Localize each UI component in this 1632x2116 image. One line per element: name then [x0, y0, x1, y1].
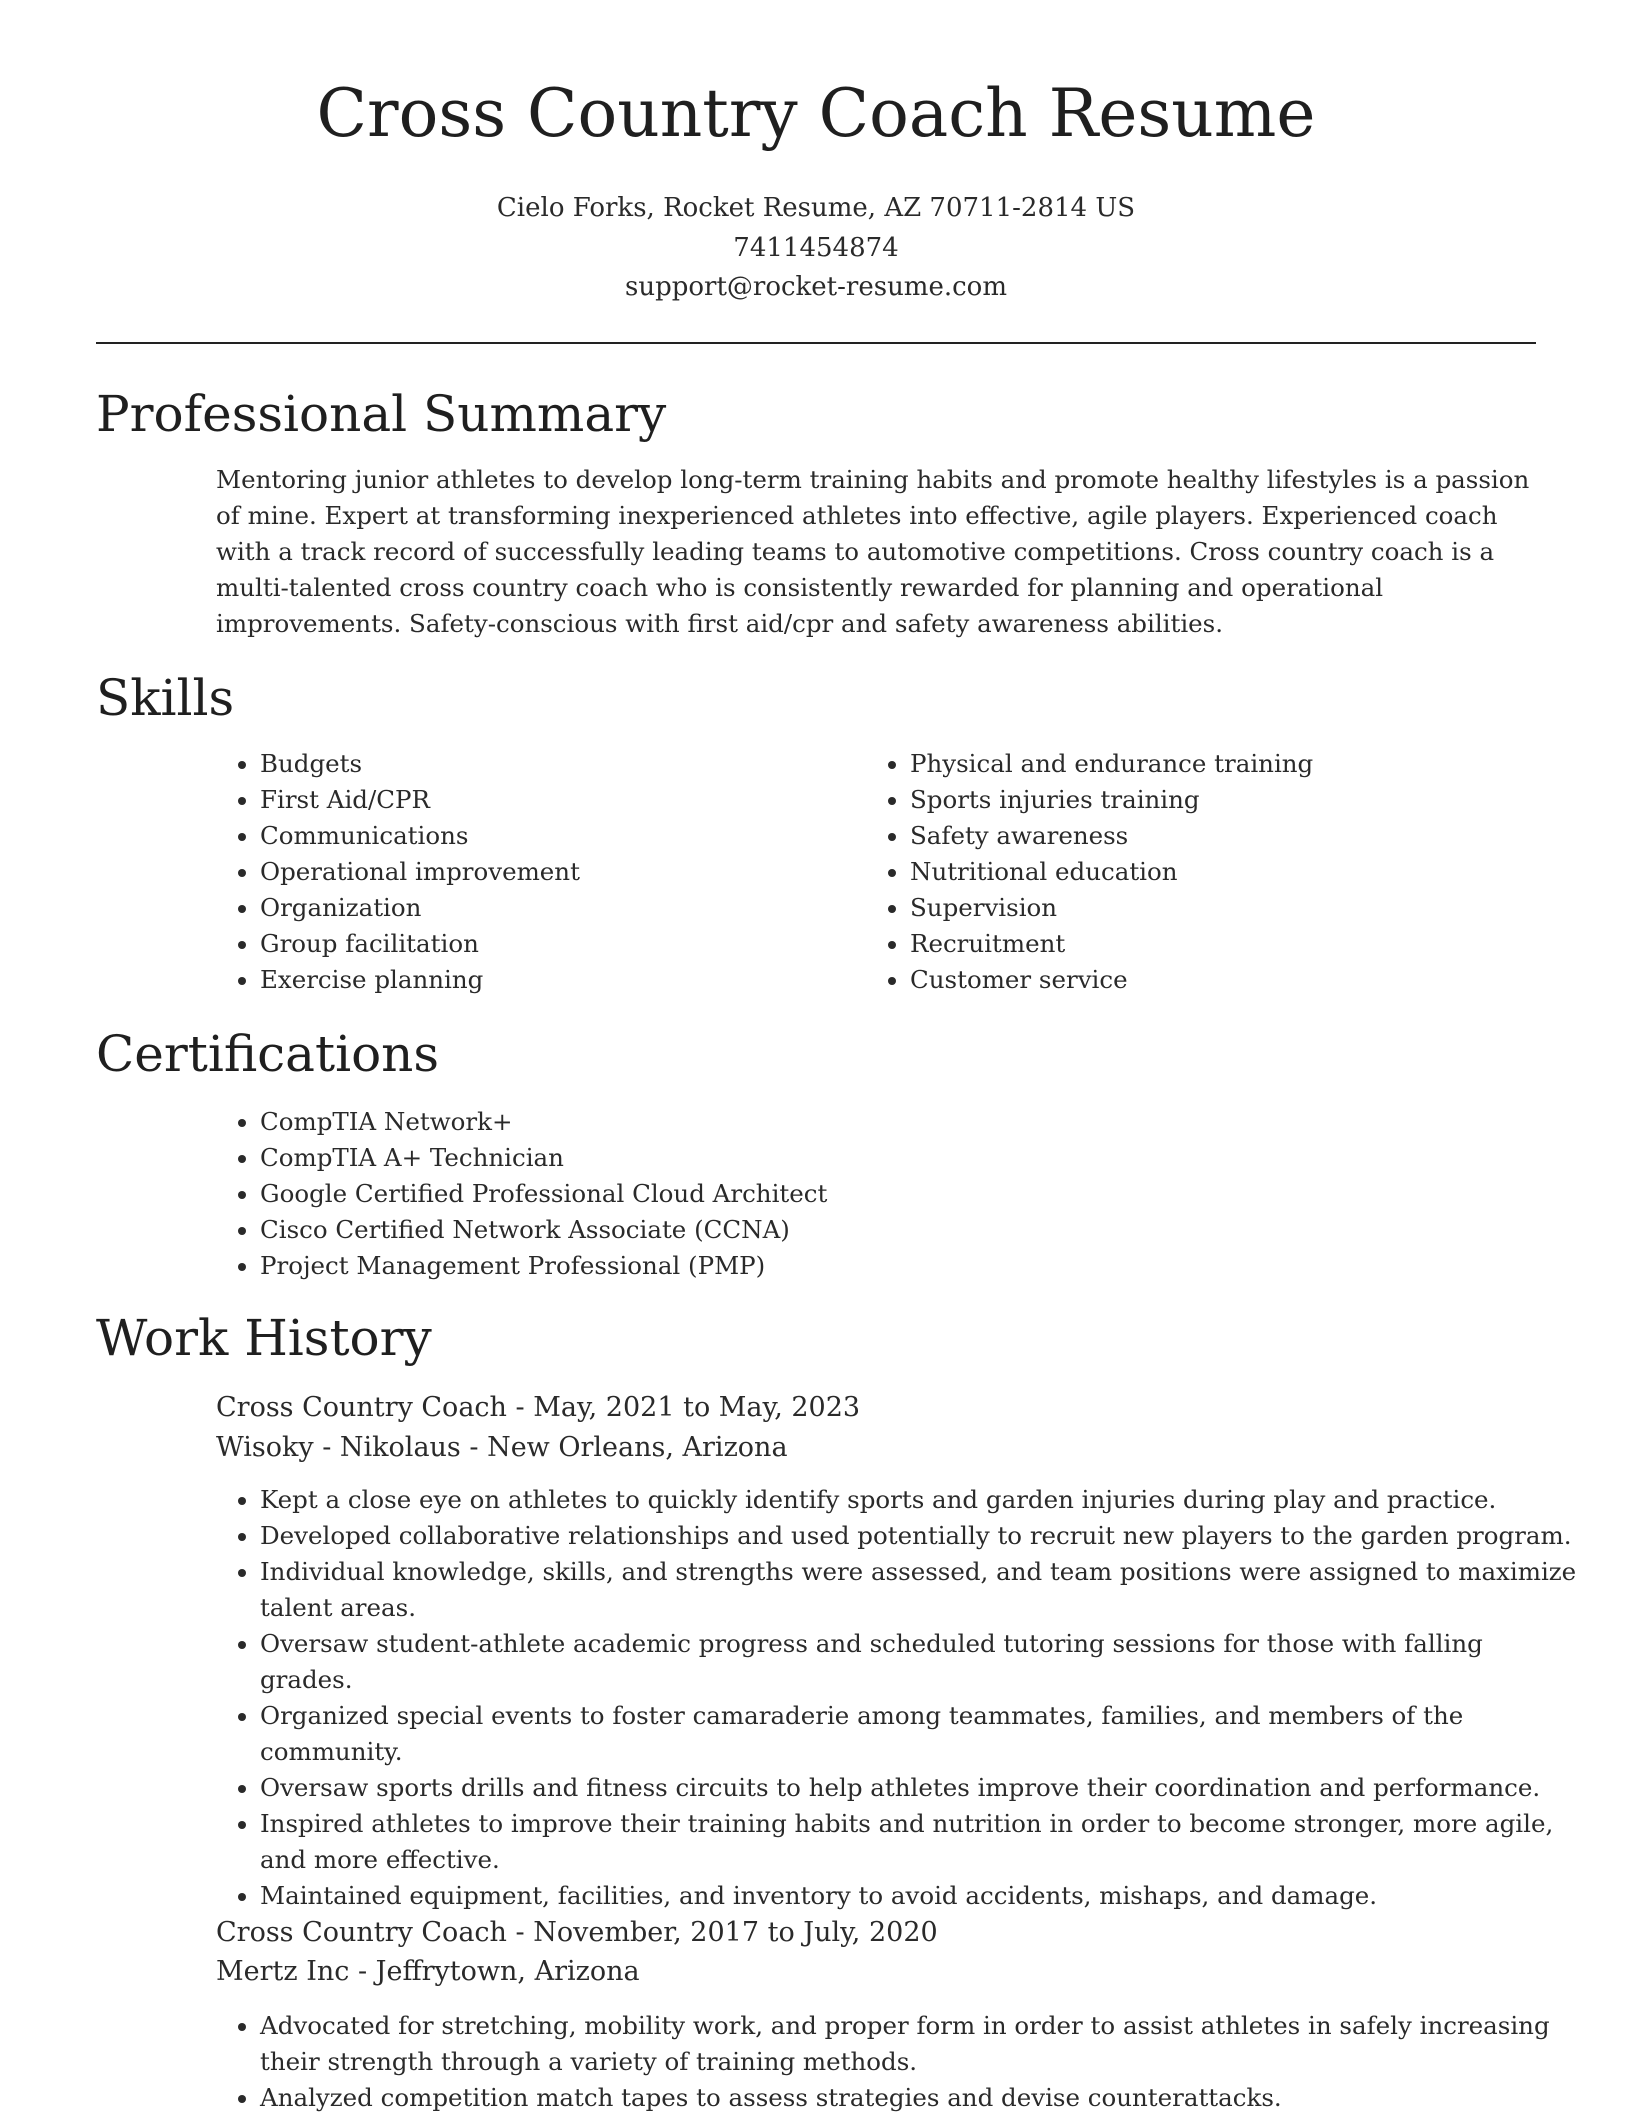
skill-item: • Recruitment: [910, 926, 1550, 962]
header-divider: [96, 342, 1536, 344]
job-company: Wisoky - Nikolaus: [216, 1432, 461, 1463]
certification-item: • Google Certified Professional Cloud Architect: [260, 1176, 1560, 1212]
job-bullet: • Advocated for stretching, mobility work, and proper form in order to assist athletes in safely increasing their strength through a variety of training methods.: [260, 2008, 1580, 2080]
skill-item: • Exercise planning: [260, 962, 860, 998]
job-location: - Jeffrytown, Arizona: [349, 1956, 640, 1987]
job-dates: - November, 2017 to July, 2020: [506, 1917, 938, 1948]
contact-address: Cielo Forks, Rocket Resume, AZ 70711-2814 US: [496, 193, 1136, 223]
skill-item: • Operational improvement: [260, 854, 860, 890]
job-bullets: [216, 2008, 1580, 2116]
summary-text: Mentoring junior athletes to develop long-term training habits and promote healthy lifestyles is a passion of mine. Expert at transforming inexperienced athletes into effective, agile players. Experienced coach with a track record of successfully leading teams to automotive competitions. Cross country coach is a multi-talented cross country coach who is consistently rewarded for planning and operational improvements. Safety-conscious with first aid/cpr and safety awareness abilities.: [216, 465, 1530, 638]
job-bullet: • Inspired athletes to improve their training habits and nutrition in order to become stronger, more agile, and more effective.: [260, 1806, 1580, 1878]
certification-item: • Project Management Professional (PMP): [260, 1248, 1560, 1284]
job-title: Cross Country Coach: [216, 1392, 507, 1423]
skill-item: • Physical and endurance training: [910, 746, 1550, 782]
resume-title: Cross Country Coach Resume: [316, 75, 1316, 152]
skill-item: • Communications: [260, 818, 860, 854]
job-title-line: [216, 1913, 938, 1953]
job-bullet: • Developed collaborative relationships and used potentially to recruit new players to the garden program.: [260, 1518, 1580, 1554]
job-bullet: • Individual knowledge, skills, and strengths were assessed, and team positions were assigned to maximize talent areas.: [260, 1554, 1580, 1626]
job-bullets: [216, 1482, 1580, 1914]
job-bullet: • Oversaw sports drills and fitness circuits to help athletes improve their coordination and performance.: [260, 1770, 1580, 1806]
job-bullet: • Oversaw student-athlete academic progress and scheduled tutoring sessions for those with falling grades.: [260, 1626, 1580, 1698]
skill-item: • Safety awareness: [910, 818, 1550, 854]
skill-item: • Customer service: [910, 962, 1550, 998]
job-location: - New Orleans, Arizona: [460, 1432, 788, 1463]
job-dates: - May, 2021 to May, 2023: [506, 1392, 861, 1423]
job-company: Mertz Inc: [216, 1956, 350, 1987]
contact-phone: 7411454874: [733, 233, 899, 263]
job-bullet: • Organized special events to foster camaraderie among teammates, families, and members of the community.: [260, 1698, 1580, 1770]
job-title: Cross Country Coach: [216, 1917, 507, 1948]
skills-list-right: [866, 746, 1550, 998]
skill-item: • Sports injuries training: [910, 782, 1550, 818]
skill-item: • Organization: [260, 890, 860, 926]
job-company-line: [216, 1428, 788, 1468]
certification-item: • Cisco Certified Network Associate (CCNA): [260, 1212, 1560, 1248]
job-bullet: • Maintained equipment, facilities, and inventory to avoid accidents, mishaps, and damage.: [260, 1878, 1580, 1914]
skill-item: • First Aid/CPR: [260, 782, 860, 818]
contact-email: support@rocket-resume.com: [624, 272, 1007, 302]
job-bullet: • Analyzed competition match tapes to assess strategies and devise counterattacks.: [260, 2080, 1580, 2116]
certification-item: • CompTIA Network+: [260, 1104, 1560, 1140]
skill-item: • Supervision: [910, 890, 1550, 926]
job-company-line: [216, 1952, 640, 1992]
work-history-heading: Work History: [96, 1309, 432, 1367]
skill-item: • Group facilitation: [260, 926, 860, 962]
job-bullet: • Kept a close eye on athletes to quickly identify sports and garden injuries during play and practice.: [260, 1482, 1580, 1518]
certification-item: • CompTIA A+ Technician: [260, 1140, 1560, 1176]
skill-item: • Nutritional education: [910, 854, 1550, 890]
job-title-line: [216, 1388, 860, 1428]
certifications-heading: Certifications: [96, 1025, 440, 1083]
skills-heading: Skills: [96, 669, 235, 727]
certifications-list: [216, 1104, 1560, 1284]
skills-list-left: [216, 746, 860, 998]
summary-heading: Professional Summary: [96, 385, 667, 443]
skill-item: • Budgets: [260, 746, 860, 782]
